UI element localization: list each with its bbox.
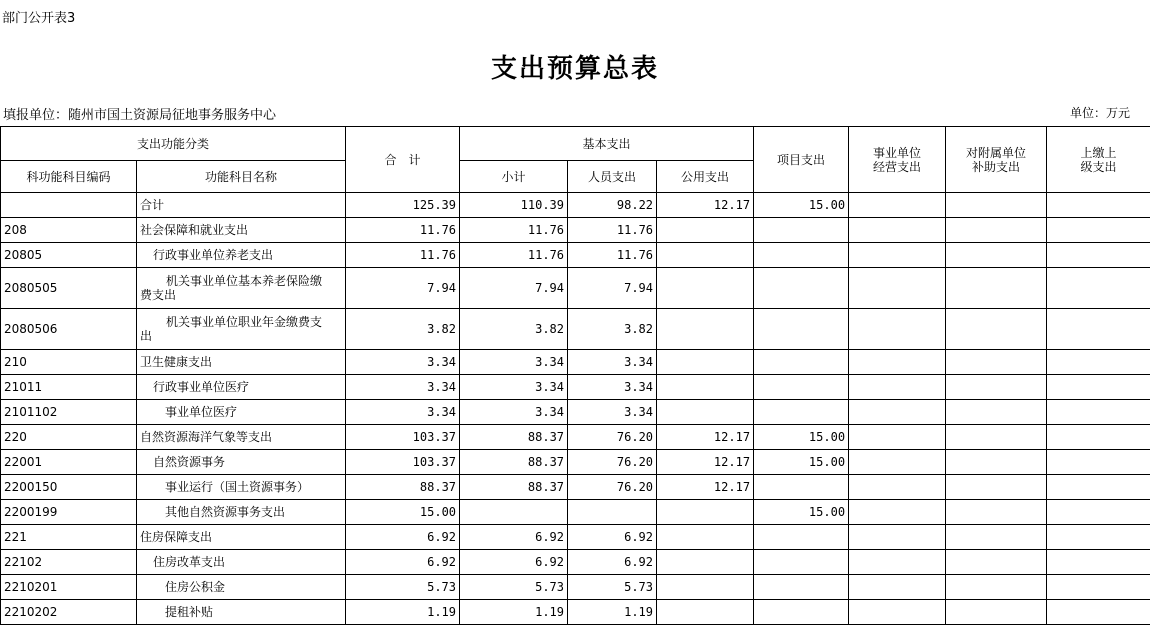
cell-personnel [568,500,657,525]
cell-total: 7.94 [346,268,460,309]
cell-public: 12.17 [657,475,754,500]
cell-sub [946,309,1047,350]
cell-project: 15.00 [754,450,849,475]
cell-project [754,350,849,375]
cell-total: 6.92 [346,525,460,550]
cell-name [137,268,346,309]
cell-total: 1.19 [346,600,460,625]
cell-code: 2200150 [1,475,137,500]
cell-project [754,600,849,625]
header-upper-line1: 上缴上 [1080,145,1117,160]
cell-biz [849,500,946,525]
table-row [1,193,1150,218]
cell-sub [946,500,1047,525]
cell-project: 15.00 [754,193,849,218]
header-subunit-line2: 补助支出 [972,159,1021,174]
cell-subtotal [460,500,568,525]
cell-public [657,375,754,400]
cell-total: 11.76 [346,243,460,268]
cell-name: 自然资源事务 [137,450,346,475]
cell-subtotal: 11.76 [460,218,568,243]
cell-personnel: 76.20 [568,475,657,500]
cell-sub [946,268,1047,309]
cell-code: 2080505 [1,268,137,309]
table-row [1,425,1150,450]
cell-project [754,550,849,575]
header-project: 项目支出 [754,127,849,193]
cell-upper [1047,309,1150,350]
cell-biz [849,268,946,309]
cell-name-line1: 机关事业单位基本养老保险缴 [166,274,323,288]
cell-upper [1047,475,1150,500]
cell-public [657,400,754,425]
cell-public [657,243,754,268]
table-row [1,268,1150,309]
cell-total: 6.92 [346,550,460,575]
cell-code [1,193,137,218]
cell-public [657,268,754,309]
cell-personnel: 1.19 [568,600,657,625]
header-upper [1047,127,1150,193]
header-subunit-line1: 对附属单位 [966,145,1027,160]
cell-public [657,309,754,350]
cell-upper [1047,600,1150,625]
table-row [1,450,1150,475]
cell-sub [946,600,1047,625]
cell-project: 15.00 [754,500,849,525]
cell-sub [946,400,1047,425]
cell-biz [849,243,946,268]
header-func-class: 支出功能分类 [1,127,346,161]
cell-biz [849,350,946,375]
cell-biz [849,309,946,350]
cell-name: 社会保障和就业支出 [137,218,346,243]
table-row [1,475,1150,500]
cell-personnel: 3.34 [568,375,657,400]
cell-upper [1047,450,1150,475]
table-row [1,400,1150,425]
cell-biz [849,475,946,500]
cell-code: 21011 [1,375,137,400]
cell-total: 125.39 [346,193,460,218]
cell-upper [1047,525,1150,550]
cell-public: 12.17 [657,425,754,450]
cell-name [137,309,346,350]
cell-public [657,500,754,525]
cell-public [657,350,754,375]
cell-total: 88.37 [346,475,460,500]
document-tag: 部门公开表3 [2,11,76,26]
table-row [1,525,1150,550]
cell-biz [849,193,946,218]
currency-unit: 单位：万元 [1069,106,1130,120]
cell-personnel: 6.92 [568,525,657,550]
cell-subtotal: 88.37 [460,450,568,475]
cell-subtotal: 88.37 [460,425,568,450]
cell-subtotal: 6.92 [460,550,568,575]
cell-upper [1047,375,1150,400]
cell-code: 22001 [1,450,137,475]
header-upper-line2: 级支出 [1080,159,1117,174]
cell-subtotal: 88.37 [460,475,568,500]
cell-sub [946,550,1047,575]
cell-code: 20805 [1,243,137,268]
cell-sub [946,575,1047,600]
cell-biz [849,550,946,575]
cell-name: 住房公积金 [137,575,346,600]
table-row [1,218,1150,243]
cell-sub [946,450,1047,475]
table-row [1,243,1150,268]
cell-subtotal: 7.94 [460,268,568,309]
cell-total: 103.37 [346,450,460,475]
cell-public [657,218,754,243]
cell-sub [946,243,1047,268]
cell-personnel: 7.94 [568,268,657,309]
table-row [1,600,1150,625]
cell-personnel: 6.92 [568,550,657,575]
cell-project [754,243,849,268]
table-row [1,309,1150,350]
table-row [1,375,1150,400]
cell-project [754,375,849,400]
cell-personnel: 11.76 [568,243,657,268]
cell-upper [1047,218,1150,243]
budget-table [0,126,1150,625]
header-code: 科功能科目编码 [1,161,137,193]
cell-subtotal: 6.92 [460,525,568,550]
header-biz-unit-line1: 事业单位 [873,145,922,160]
cell-project [754,218,849,243]
cell-personnel: 11.76 [568,218,657,243]
cell-total: 5.73 [346,575,460,600]
cell-project: 15.00 [754,425,849,450]
cell-public: 12.17 [657,193,754,218]
cell-name: 住房改革支出 [137,550,346,575]
cell-project [754,575,849,600]
cell-sub [946,218,1047,243]
cell-total: 103.37 [346,425,460,450]
header-public: 公用支出 [657,161,754,193]
header-subunit [946,127,1047,193]
cell-name-line2: 出 [140,329,153,343]
cell-name: 自然资源海洋气象等支出 [137,425,346,450]
cell-code: 2200199 [1,500,137,525]
cell-personnel: 3.34 [568,350,657,375]
cell-name-line1: 机关事业单位职业年金缴费支 [166,315,323,329]
cell-sub [946,425,1047,450]
cell-public [657,575,754,600]
header-name: 功能科目名称 [137,161,346,193]
cell-total: 15.00 [346,500,460,525]
cell-name: 住房保障支出 [137,525,346,550]
cell-upper [1047,193,1150,218]
cell-personnel: 76.20 [568,425,657,450]
cell-sub [946,350,1047,375]
cell-subtotal: 5.73 [460,575,568,600]
cell-subtotal: 3.34 [460,400,568,425]
cell-personnel: 5.73 [568,575,657,600]
cell-code: 210 [1,350,137,375]
cell-upper [1047,268,1150,309]
header-subtotal: 小计 [460,161,568,193]
cell-personnel: 76.20 [568,450,657,475]
page-title: 支出预算总表 [490,54,659,84]
header-biz-unit [849,127,946,193]
cell-personnel: 3.82 [568,309,657,350]
cell-sub [946,193,1047,218]
cell-project [754,525,849,550]
cell-total: 11.76 [346,218,460,243]
cell-public: 12.17 [657,450,754,475]
cell-biz [849,375,946,400]
cell-code: 220 [1,425,137,450]
header-basic: 基本支出 [460,127,754,161]
cell-total: 3.34 [346,400,460,425]
cell-code: 22102 [1,550,137,575]
cell-public [657,525,754,550]
cell-code: 208 [1,218,137,243]
cell-name: 其他自然资源事务支出 [137,500,346,525]
cell-upper [1047,400,1150,425]
cell-project [754,475,849,500]
cell-upper [1047,550,1150,575]
cell-project [754,268,849,309]
cell-code: 2101102 [1,400,137,425]
cell-subtotal: 3.34 [460,375,568,400]
cell-subtotal: 3.82 [460,309,568,350]
cell-public [657,550,754,575]
cell-sub [946,525,1047,550]
cell-biz [849,575,946,600]
table-row [1,350,1150,375]
cell-name: 卫生健康支出 [137,350,346,375]
cell-total: 3.34 [346,375,460,400]
cell-upper [1047,500,1150,525]
cell-total: 3.34 [346,350,460,375]
cell-name: 行政事业单位养老支出 [137,243,346,268]
cell-name: 行政事业单位医疗 [137,375,346,400]
cell-name: 合计 [137,193,346,218]
cell-project [754,400,849,425]
cell-biz [849,525,946,550]
table-row [1,575,1150,600]
cell-name-line2: 费支出 [140,288,177,302]
cell-sub [946,375,1047,400]
cell-name: 事业单位医疗 [137,400,346,425]
header-personnel: 人员支出 [568,161,657,193]
cell-biz [849,450,946,475]
cell-name: 提租补贴 [137,600,346,625]
table-row [1,550,1150,575]
cell-personnel: 98.22 [568,193,657,218]
cell-subtotal: 11.76 [460,243,568,268]
cell-upper [1047,350,1150,375]
cell-code: 221 [1,525,137,550]
cell-code: 2210202 [1,600,137,625]
cell-personnel: 3.34 [568,400,657,425]
cell-biz [849,425,946,450]
header-biz-unit-line2: 经营支出 [873,159,922,174]
cell-subtotal: 110.39 [460,193,568,218]
cell-code: 2080506 [1,309,137,350]
cell-total: 3.82 [346,309,460,350]
cell-project [754,309,849,350]
reporting-unit: 填报单位：随州市国土资源局征地事务服务中心 [3,108,277,123]
header-total: 合 计 [346,127,460,193]
cell-subtotal: 1.19 [460,600,568,625]
cell-code: 2210201 [1,575,137,600]
cell-name: 事业运行（国土资源事务） [137,475,346,500]
cell-upper [1047,243,1150,268]
cell-subtotal: 3.34 [460,350,568,375]
cell-sub [946,475,1047,500]
cell-biz [849,400,946,425]
cell-biz [849,218,946,243]
cell-public [657,600,754,625]
cell-biz [849,600,946,625]
table-row [1,500,1150,525]
cell-upper [1047,425,1150,450]
cell-upper [1047,575,1150,600]
